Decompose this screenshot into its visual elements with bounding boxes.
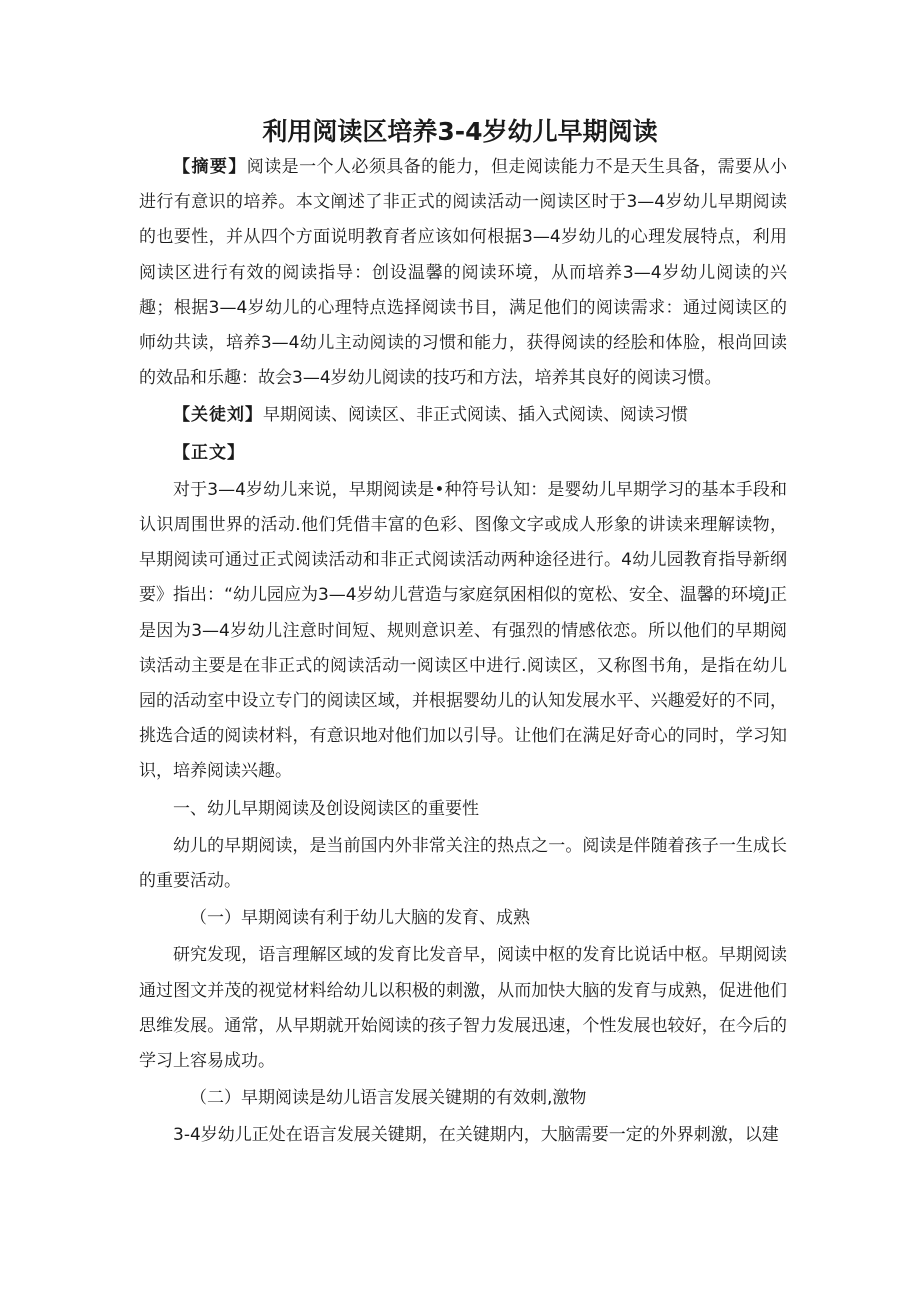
body-tag-paragraph	[139, 436, 787, 471]
document-body	[139, 150, 787, 1154]
subsection-1-text: 研究发现，语言理解区域的发育比发音早，阅读中枢的发育比说话中枢。早期阅读通过图文并茂的视觉材料给幼儿以积极的刺激，从而加快大脑的发育与成熟，促进他们思维发展。通常，从早期就开始阅读的孩子智力发展迅速，个性发展也较好，在今后的学习上容易成功。	[139, 945, 787, 1072]
abstract-tag: 【摘要】	[173, 157, 247, 177]
subsection-1-heading: （一）早期阅读有利于幼儿大脑的发育、成熟	[190, 908, 530, 929]
subsection-2-heading: （二）早期阅读是幼儿语言发展关键期的有效刺,激物	[190, 1088, 587, 1109]
subsection-2-text: 3-4岁幼儿正处在语言发展关键期，在关键期内，大脑需要一定的外界刺激，以建	[173, 1125, 779, 1146]
keywords-tag: 【关徒刘】	[173, 405, 263, 426]
keywords-paragraph	[139, 398, 787, 433]
keywords-text: 早期阅读、阅读区、非正式阅读、插入式阅读、阅读习惯	[263, 405, 688, 426]
section-1-heading: 一、幼儿早期阅读及创设阅读区的重要性	[173, 798, 479, 819]
body-tag: 【正文】	[173, 442, 245, 463]
abstract-paragraph	[139, 150, 787, 396]
body-paragraph-1: 对于3—4岁幼儿来说，早期阅读是•种符号认知：是婴幼儿早期学习的基本手段和认识周围世界的活动.他们凭借丰富的色彩、图像文字或成人形象的讲读来理解读物，早期阅读可通过正式阅读活动和非正式阅读活动两种途径进行。4幼儿园教育指导新纲要》指出：“幼儿园应为3—4岁幼儿营造与家庭氛困相似的宽松、安全、温馨的环境J正是因为3—4岁幼儿注意时间短、规则意识差、有强烈的情感依恋。所以他们的早期阅读活动主要是在非正式的阅读活动一阅读区中进行.阅读区，又称图书角，是指在幼儿园的活动室中设立专门的阅读区域，并根据婴幼儿的认知发展水平、兴趣爱好的不同，挑选合适的阅读材料，有意识地对他们加以引导。让他们在满足好奇心的同时，学习知识，培养阅读兴趣。	[139, 479, 787, 782]
abstract-text: 阅读是一个人必须具备的能力，但走阅读能力不是天生具备，需要从小进行有意识的培养。本文阐述了非正式的阅读活动一阅读区时于3—4岁幼儿早期阅读的也要性，并从四个方面说明教育者应该如何根据3—4岁幼儿的心理发展特点，利用阅读区进行有效的阅读指导：创设温馨的阅读环境，从而培养3—4岁幼儿阅读的兴趣；根据3—4岁幼儿的心理特点选择阅读书目，满足他们的阅读需求：通过阅读区的师幼共读，培养3—4幼儿主动阅读的习惯和能力，获得阅读的经脍和体脸，根尚回读的效品和乐趣：故会3—4岁幼儿阅读的技巧和方法，培养其良好的阅读习惯。	[139, 157, 787, 389]
document-title: 利用阅读区培养3-4岁幼儿早期阅读	[262, 117, 658, 146]
section-1-intro: 幼儿的早期阅读，是当前国内外非常关注的热点之一。阅读是伴随着孩子一生成长的重要活动。	[139, 835, 787, 892]
